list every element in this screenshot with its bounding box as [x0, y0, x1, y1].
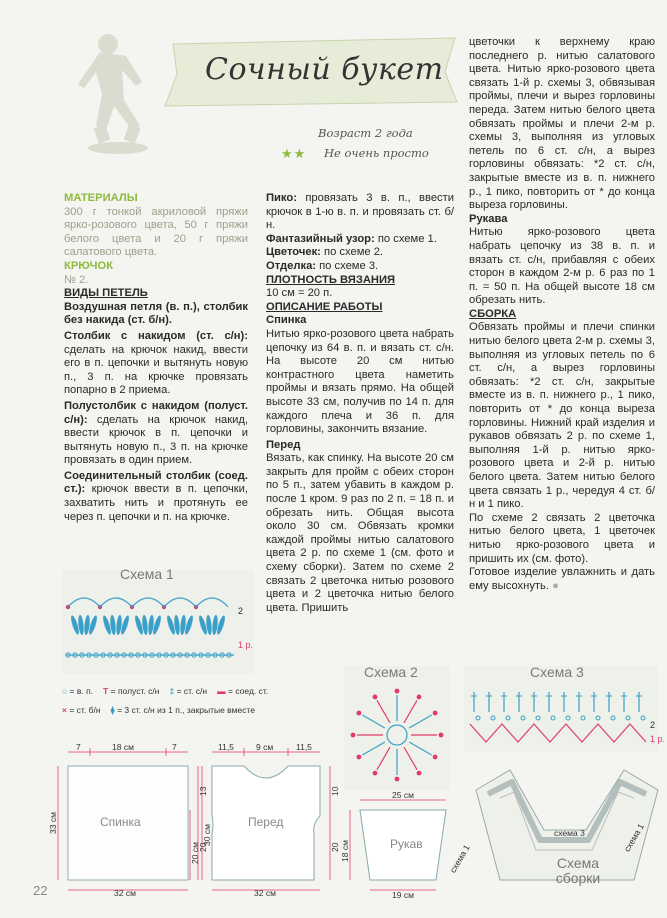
pattern-sleeve: [340, 788, 460, 898]
scheme-2-diagram: [344, 682, 450, 788]
assembly-label-2: схема 3: [554, 828, 585, 838]
sleeve-dim-bottom: 19 см: [392, 890, 414, 900]
gauge-heading: ПЛОТНОСТЬ ВЯЗАНИЯ: [266, 273, 396, 286]
legend-ch: = в. п.: [69, 686, 94, 696]
scheme-2-title: Схема 2: [364, 664, 418, 680]
scheme-1-title: Схема 1: [120, 566, 174, 582]
age-label: Возраст 2 года: [318, 126, 413, 140]
page-title: Сочный букет: [205, 52, 444, 87]
sleeve-dim-left: 18 см: [340, 840, 350, 862]
sleeve-dim-top: 25 см: [392, 790, 414, 800]
back-text: Нитью ярко-розового цвета набрать цепочку из 64 в. п. и вязать ст. с/н. На высоте 20 см нитью контрастного цвета наметить проймы и вязать прямо. На общей высоте 33 см, получив по 14 п. для каждого плеча и 36 п. для горловины, закончить вязание.: [266, 327, 454, 436]
assembly-label-3: схема 1: [621, 821, 646, 854]
hook-heading: КРЮЧОК: [64, 259, 114, 272]
sc-symbol-icon: ×: [62, 705, 67, 715]
back-dim-top-right: 7: [172, 742, 177, 752]
legend-sc: = ст. б/н: [69, 705, 101, 715]
back-dim-top-mid: 18 см: [112, 742, 134, 752]
legend: [62, 686, 352, 716]
stitch-hdc-term: Полустолбик с накидом (полуст. с/н):: [64, 399, 248, 426]
back-piece-label: Спинка: [100, 815, 141, 829]
stitch-dc-term: Столбик с накидом (ст. с/н):: [64, 329, 248, 342]
back-dim-right-2: 20: [198, 842, 208, 852]
scheme-3-row1-label: 1 р.: [650, 734, 666, 744]
slip-stitch-symbol-icon: ▬: [217, 686, 226, 696]
cluster-symbol-icon: ⧫: [110, 705, 115, 715]
front-dim-left-2: 20 см: [190, 842, 200, 864]
legend-hdc: = полуст. с/н: [110, 686, 160, 696]
column-1: [64, 192, 248, 524]
stitch-hdc-text: сделать на крючок накид, ввести крючок в п. цепочки и вытянуть новую п., 3 п. на крючке провязать в один прием.: [64, 413, 248, 467]
assembly-label-1: схема 1: [447, 842, 472, 875]
sleeve-piece-label: Рукав: [390, 837, 423, 851]
hook-text: № 2.: [64, 273, 89, 286]
scheme-3-row2-label: 2: [650, 720, 656, 730]
dc-symbol-icon: ‡: [169, 686, 175, 696]
scheme-3-title: Схема 3: [530, 664, 584, 680]
column-3: [469, 36, 655, 593]
pattern-front: [186, 740, 346, 898]
pattern-back: [48, 740, 208, 898]
assembly-scheme-title: Схема сборки: [555, 855, 601, 886]
legend-dc: = ст. с/н: [176, 686, 208, 696]
front-dim-bottom: 32 см: [254, 888, 276, 898]
assembly-text-2: По схеме 2 связать 2 цветочка нитью белого цвета, 1 цветочек нитью ярко-розового цвета и пришить их (см. фото).: [469, 511, 655, 565]
legend-cluster: = 3 ст. с/н из 1 п., закрытые вместе: [117, 705, 255, 715]
front-dim-top-right: 11,5: [296, 742, 312, 752]
stitch-sl-term: Соединительный столбик (соед. ст.):: [64, 469, 248, 496]
back-dim-bottom: 32 см: [114, 888, 136, 898]
front-heading: Перед: [266, 438, 301, 451]
front-dim-left: 30 см: [202, 824, 212, 846]
front-dim-top-mid: 9 см: [256, 742, 274, 752]
page-number: 22: [33, 883, 48, 898]
stitch-sl-text: крючок ввести в п. цепочки, захватить нить и протянуть ее через п. цепочки и п. на крючке.: [64, 483, 248, 523]
back-dim-right-1: 13: [198, 786, 208, 796]
front-text: Вязать, как спинку. На высоте 20 см закрыть для пройм с обеих сторон по 5 п., затем убавить в каждом р. после 1 кром. 9 раз по 2 п. = 18 п. и обрезать нить. Общая высота около 30 см. Обвязать кромки каждой проймы нитью салатового цвета 2 р. по схеме 1 (см. фото и схему сборки). Затем по схеме 2 связать 2 цветочка нитью розового цвета и 2 цветочка нитью белого цвета. Пришить: [266, 452, 454, 614]
edging-term: Отделка:: [266, 259, 317, 272]
stitch-dc-text: сделать на крючок накид, ввести его в п. цепочки и вытянуть новую п., 3 п. на крючке провязать попарно в 2 приема.: [64, 343, 248, 397]
chain-symbol-icon: ○: [62, 686, 68, 696]
stitches-heading: ВИДЫ ПЕТЕЛЬ: [64, 287, 148, 300]
sleeve-text: Нитью ярко-розового цвета набрать цепочку из 38 в. п. и вязать ст. с/н, прибавляя с обеих сторон в каждом 2-м р. 6 раз по 1 п. = 50 п. На общей высоте 18 см обрезать нить.: [469, 226, 655, 307]
front-dim-right-1: 10: [330, 786, 340, 796]
description-heading: ОПИСАНИЕ РАБОТЫ: [266, 300, 383, 313]
stitch-ch: Воздушная петля (в. п.), столбик без накида (ст. б/н).: [64, 300, 248, 327]
legend-sl: = соед. ст.: [228, 686, 269, 696]
flower-term: Цветочек:: [266, 246, 321, 259]
front-dim-right-2: 20: [330, 842, 340, 852]
child-silhouette-icon: [78, 30, 170, 170]
picot-text: провязать 3 в. п., ввести крючок в 1-ю в. п. и провязать ст. б/н.: [266, 192, 455, 232]
edging-text: по схеме 3.: [319, 259, 379, 272]
picot-term: Пико:: [266, 192, 297, 204]
back-heading: Спинка: [266, 314, 307, 327]
scheme-1-row2-label: 2: [238, 606, 244, 616]
scheme-1-diagram: [62, 585, 254, 673]
flower-text: по схеме 2.: [324, 246, 384, 259]
materials-text: 300 г тонкой акриловой пряжи ярко-розового цвета, 50 г пряжи белого цвета и 20 г пряжи салатового цвета.: [64, 205, 248, 259]
gauge-text: 10 см = 20 п.: [266, 287, 333, 300]
sleeve-heading: Рукава: [469, 212, 508, 225]
assembly-heading: СБОРКА: [469, 307, 517, 320]
fancy-text: по схеме 1.: [377, 232, 437, 245]
back-dim-left: 33 см: [48, 812, 58, 834]
front-continued-text: цветочки к верхнему краю последнего р. нитью салатового цвета. Нитью ярко-розового цвета связать 1-й р. схемы 3, обвязывая проймы, плечи и вырез горловины переда. Затем нитью белого цвета обвязать проймы и плечи 2-м р. схемы 3, выполняя из угловых петель по 6 ст. с/н, а вырез горловины обвязать: *2 ст. с/н, закрытые вместе из в. п. нижнего р., 1 пико, повторить от * до конца выреза горловины.: [469, 36, 655, 212]
back-dim-top-left: 7: [76, 742, 81, 752]
end-mark-icon: ●: [552, 579, 559, 592]
scheme-3-diagram: [464, 682, 658, 752]
column-2: [266, 192, 454, 615]
scheme-1-row1-label: 1 р.: [238, 640, 254, 650]
materials-heading: МАТЕРИАЛЫ: [64, 192, 138, 204]
assembly-text-3: Готовое изделие увлажнить и дать ему высохнуть.: [469, 566, 655, 592]
assembly-text: Обвязать проймы и плечи спинки нитью белого цвета 2-м р. схемы 3, выполняя из угловых петель по 6 ст. с/н, а вырез горловины обвязать: *2 ст. с/н, закрытые вместе из в. п. нижнего р., 1 пико, повторить от * до конца выреза горловины. Нижний край изделия и рукавов обвязать 2 р. по схеме 1, выполняя 1-й р. нитью ярко-розового цвета и 2-й р. нитью белого цвета. Затем нитью белого цвета связать 1 р., чередуя 4 ст. б/н и 1 пико.: [469, 321, 655, 511]
front-piece-label: Перед: [248, 815, 284, 829]
hdc-symbol-icon: T: [103, 686, 109, 696]
difficulty-stars: ★★: [281, 146, 307, 161]
front-dim-top-left: 11,5: [218, 742, 234, 752]
difficulty-label: Не очень просто: [324, 146, 429, 160]
fancy-term: Фантазийный узор:: [266, 232, 375, 245]
